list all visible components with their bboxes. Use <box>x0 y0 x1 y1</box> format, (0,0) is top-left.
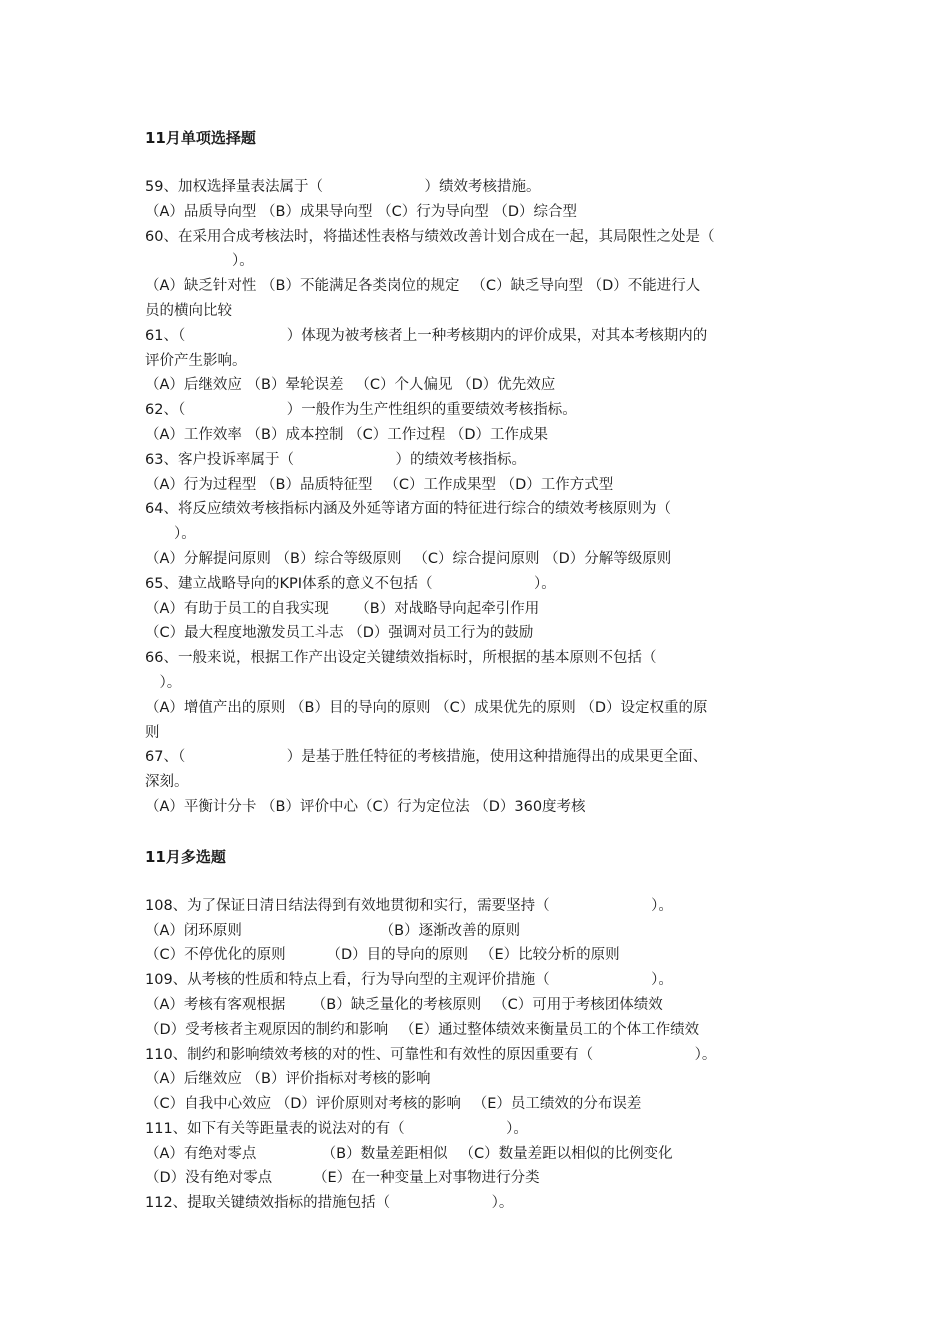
question-61-cont: 评价产生影响。 <box>145 352 247 369</box>
options-108-a-b: （A）闭环原则 （B）逐渐改善的原则 <box>145 922 521 939</box>
section-title-single-choice: 11月单项选择题 <box>145 129 256 147</box>
question-67-cont: 深刻。 <box>145 774 189 791</box>
options-59: （A）品质导向型 （B）成果导向型 （C）行为导向型 （D）综合型 <box>145 203 577 220</box>
question-60-cont: ）。 <box>145 253 254 270</box>
spacer <box>145 150 825 175</box>
question-65: 65、建立战略导向的KPI体系的意义不包括（ ）。 <box>145 575 556 592</box>
question-61: 61、（ ）体现为被考核者上一种考核期内的评价成果，对其本考核期内的 <box>145 327 708 344</box>
options-66-cont: 则 <box>145 724 160 741</box>
options-63: （A）行为过程型 （B）品质特征型 （C）工作成果型 （D）工作方式型 <box>145 476 614 493</box>
options-110-c-e: （C）自我中心效应 （D）评价原则对考核的影响 （E）员工绩效的分布误差 <box>145 1096 642 1113</box>
question-64-cont: ）。 <box>145 526 196 543</box>
options-66: （A）增值产出的原则 （B）目的导向的原则 （C）成果优先的原则 （D）设定权重的原 <box>145 699 708 716</box>
question-67: 67、（ ）是基于胜任特征的考核措施，使用这种措施得出的成果更全面、 <box>145 749 708 766</box>
question-59: 59、加权选择量表法属于（ ）绩效考核措施。 <box>145 179 541 195</box>
question-110: 110、制约和影响绩效考核的对的性、可靠性和有效性的原因重要有（ ）。 <box>145 1046 717 1063</box>
question-66-cont: ）。 <box>145 674 182 691</box>
options-109-d-e: （D）受考核者主观原因的制约和影响 （E）通过整体绩效来衡量员工的个体工作绩效 <box>145 1021 700 1038</box>
question-66: 66、一般来说，根据工作产出设定关键绩效指标时，所根据的基本原则不包括（ <box>145 650 657 667</box>
options-64: （A）分解提问原则 （B）综合等级原则 （C）综合提问原则 （D）分解等级原则 <box>145 550 672 567</box>
options-60-cont: 员的横向比较 <box>145 302 232 319</box>
question-63: 63、客户投诉率属于（ ）的绩效考核指标。 <box>145 451 526 468</box>
options-111-a-c: （A）有绝对零点 （B）数量差距相似 （C）数量差距以相似的比例变化 <box>145 1145 673 1162</box>
options-111-d-e: （D）没有绝对零点 （E）在一种变量上对事物进行分类 <box>145 1170 540 1187</box>
options-108-c-e: （C）不停优化的原则 （D）目的导向的原则 （E）比较分析的原则 <box>145 947 620 964</box>
document-content <box>145 126 825 1216</box>
options-65-a-b: （A）有助于员工的自我实现 （B）对战略导向起牵引作用 <box>145 600 540 617</box>
options-60: （A）缺乏针对性 （B）不能满足各类岗位的规定 （C）缺乏导向型 （D）不能进行人 <box>145 278 701 295</box>
spacer <box>145 820 825 845</box>
spacer <box>145 869 825 894</box>
options-65-c-d: （C）最大程度地激发员工斗志 （D）强调对员工行为的鼓励 <box>145 625 534 642</box>
question-62: 62、（ ）一般作为生产性组织的重要绩效考核指标。 <box>145 402 577 419</box>
question-111: 111、如下有关等距量表的说法对的有（ ）。 <box>145 1120 528 1137</box>
options-109-a-c: （A）考核有客观根据 （B）缺乏量化的考核原则 （C）可用于考核团体绩效 <box>145 996 663 1013</box>
options-62: （A）工作效率 （B）成本控制 （C）工作过程 （D）工作成果 <box>145 426 548 443</box>
section-title-multiple-choice: 11月多选题 <box>145 847 226 866</box>
options-110-a-b: （A）后继效应 （B）评价指标对考核的影响 <box>145 1071 431 1088</box>
options-61: （A）后继效应 （B）晕轮误差 （C）个人偏见 （D）优先效应 <box>145 377 556 394</box>
question-60: 60、在采用合成考核法时，将描述性表格与绩效改善计划合成在一起，其局限性之处是（ <box>145 228 715 245</box>
question-112: 112、提取关键绩效指标的措施包括（ ）。 <box>145 1195 514 1212</box>
options-67: （A）平衡计分卡 （B）评价中心（C）行为定位法 （D）360度考核 <box>145 798 586 815</box>
question-64: 64、将反应绩效考核指标内涵及外延等诸方面的特征进行综合的绩效考核原则为（ <box>145 501 671 518</box>
question-108: 108、为了保证日清日结法得到有效地贯彻和实行，需要坚持（ ）。 <box>145 897 673 914</box>
question-109: 109、从考核的性质和特点上看，行为导向型的主观评价措施（ ）。 <box>145 972 673 989</box>
